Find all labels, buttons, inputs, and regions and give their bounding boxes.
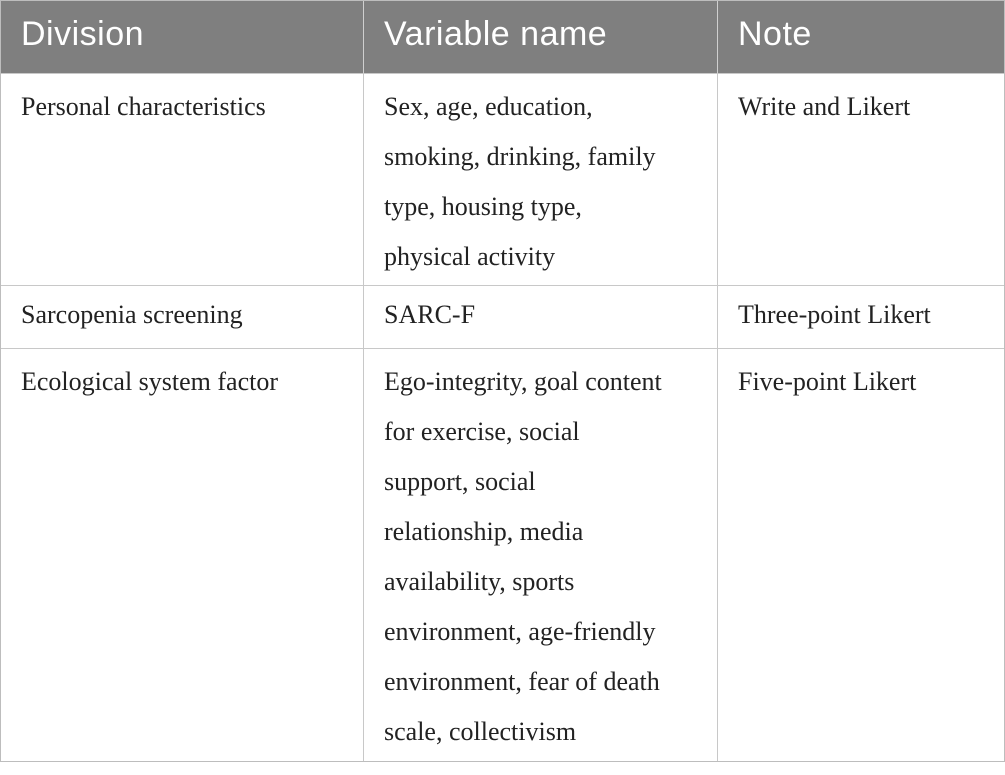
variable-line: SARC-F xyxy=(384,300,476,329)
variable-line: relationship, media xyxy=(384,517,584,546)
table-row xyxy=(1,348,1004,761)
variable-name-cell xyxy=(364,349,718,761)
table-header-row xyxy=(1,1,1004,73)
variable-line: environment, age-friendly xyxy=(384,617,656,646)
division-cell: Ecological system factor xyxy=(1,349,364,761)
variable-line: environment, fear of death xyxy=(384,667,660,696)
variable-line: Ego-integrity, goal content xyxy=(384,367,662,396)
variable-line: for exercise, social xyxy=(384,417,580,446)
table-row xyxy=(1,73,1004,285)
division-cell: Sarcopenia screening xyxy=(1,286,364,348)
variable-line: availability, sports xyxy=(384,567,575,596)
header-division: Division xyxy=(1,1,364,73)
variable-line: smoking, drinking, family xyxy=(384,142,656,171)
note-cell: Five-point Likert xyxy=(738,367,917,396)
variable-line: type, housing type, xyxy=(384,192,582,221)
variable-line: physical activity xyxy=(384,242,556,271)
variable-line: support, social xyxy=(384,467,536,496)
table-row xyxy=(1,285,1004,348)
variable-name-cell xyxy=(364,286,718,348)
header-variable-name: Variable name xyxy=(364,1,718,73)
note-cell: Write and Likert xyxy=(738,92,911,121)
division-cell: Personal characteristics xyxy=(1,74,364,285)
variable-line: scale, collectivism xyxy=(384,717,577,746)
header-note: Note xyxy=(738,15,812,53)
note-cell: Three-point Likert xyxy=(738,300,931,329)
variable-line: Sex, age, education, xyxy=(384,92,593,121)
variable-name-cell xyxy=(364,74,718,285)
